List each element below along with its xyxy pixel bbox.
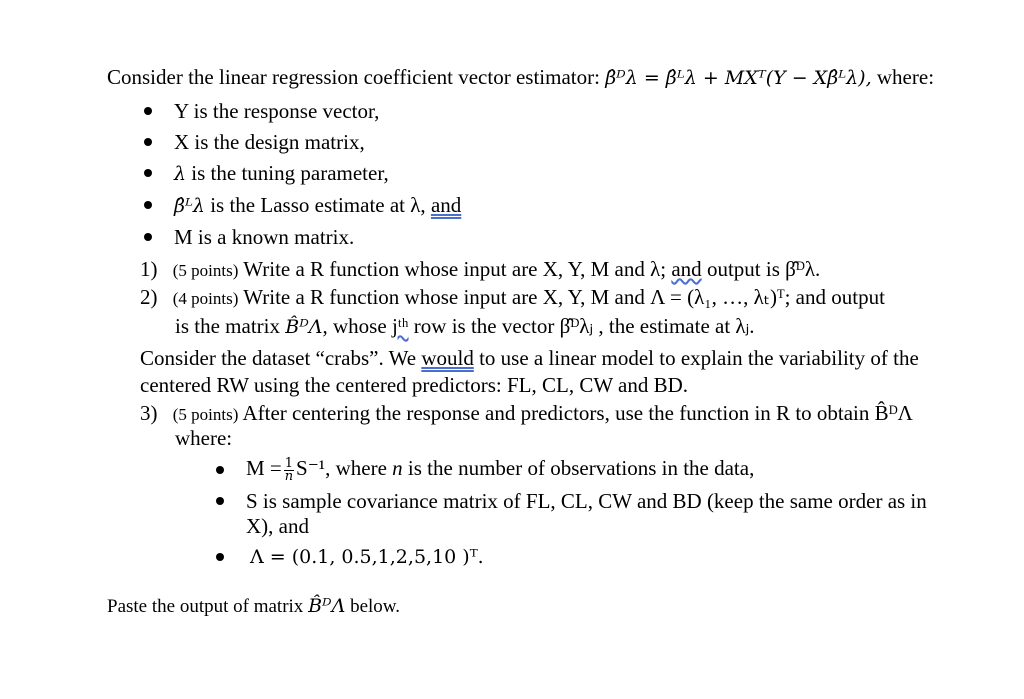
question-points: (5 points) [172, 261, 239, 280]
closing-text: below. [350, 596, 401, 617]
dataset-text: to use a linear model to explain the variability of the [479, 346, 919, 370]
m-definition [246, 456, 754, 483]
matrix-symbol: B̂ᴰΛ [285, 316, 323, 338]
bullet-icon [144, 233, 152, 241]
dataset-text: Consider the dataset “crabs”. We [140, 346, 417, 370]
dataset-line-1 [140, 346, 919, 370]
and-link[interactable]: and [430, 193, 462, 217]
question-1 [140, 257, 820, 283]
definition-item-m [174, 225, 354, 249]
question-3-where [175, 426, 232, 450]
intro-text: Consider the linear regression coefficient vector estimator: [107, 65, 600, 89]
jth-link[interactable]: jᵗʰ [391, 314, 409, 338]
fraction-denominator: n [284, 468, 294, 484]
question-text: Write a R function whose input are X, Y, M and λ; [243, 257, 667, 281]
dataset-line-2 [140, 373, 688, 397]
definition-item-x [174, 130, 365, 154]
lambda-vector-formula: Λ = (0.1, 0.5,1,2,5,10 )ᵀ. [250, 546, 484, 568]
question-tail: output is β̂ᴰλ. [706, 257, 821, 281]
m-lhs: M = [246, 456, 282, 480]
s-definition-line-2 [246, 514, 309, 538]
bullet-icon [216, 497, 224, 505]
estimator-formula: β̂ᴰλ = β̂ᴸλ + MXᵀ(Y − Xβ̂ᴸλ), [605, 67, 872, 89]
bullet-icon [144, 201, 152, 209]
lambda-symbol: λ [174, 163, 187, 185]
bullet-icon [144, 107, 152, 115]
question-points: (5 points) [172, 405, 239, 424]
definition-item-lasso [174, 193, 461, 218]
fraction-numerator: 1 [284, 455, 294, 471]
question-text: Write a R function whose input are X, Y, M and Λ = (λ₁, …, λₜ)ᵀ; and output [243, 285, 885, 309]
question-2 [140, 285, 885, 311]
matrix-symbol: B̂ᴰΛ [308, 595, 346, 617]
lasso-symbol: β̂ᴸλ [174, 195, 205, 217]
question-points: (4 points) [172, 289, 239, 308]
definition-item-lambda [174, 161, 389, 186]
definition-text: X is the design matrix, [174, 130, 365, 154]
m-tail: is the number of observations in the data, [407, 456, 755, 480]
question-where: where: [175, 426, 233, 450]
would-link[interactable]: would [421, 346, 474, 370]
m-rhs: S⁻¹, where [296, 456, 387, 480]
definition-text: is the Lasso estimate at λ, [204, 193, 426, 217]
definition-text: is the tuning parameter, [186, 161, 389, 185]
question-3 [140, 401, 913, 427]
bullet-icon [144, 169, 152, 177]
closing-text: Paste the output of matrix [107, 596, 304, 617]
s-definition [246, 489, 927, 513]
question-2-line-2 [175, 314, 755, 339]
question-text: row is the vector β̂ᴰλⱼ , the estimate at λⱼ. [413, 314, 755, 338]
closing-line [107, 594, 400, 619]
question-number: 3) [140, 401, 158, 425]
bullet-icon [216, 553, 224, 561]
dataset-text: centered RW using the centered predictors: FL, CL, CW and BD. [140, 373, 689, 397]
intro-where: where: [876, 65, 935, 89]
n-variable: n [392, 456, 403, 480]
bullet-icon [216, 466, 224, 474]
question-text: After centering the response and predictors, use the function in R to obtain B̂ᴰΛ [242, 401, 913, 425]
s-text: X), and [246, 514, 309, 538]
s-text: S is sample covariance matrix of FL, CL, CW and BD (keep the same order as in [246, 489, 927, 513]
lambda-vector [250, 544, 484, 569]
question-text: , whose [322, 314, 387, 338]
question-text: is the matrix [175, 314, 280, 338]
definition-item-y [174, 99, 379, 123]
question-number: 1) [140, 257, 158, 281]
question-number: 2) [140, 285, 158, 309]
and-link[interactable]: and [671, 257, 702, 281]
definition-text: M is a known matrix. [174, 225, 355, 249]
definition-text: Y is the response vector, [174, 99, 380, 123]
bullet-icon [144, 138, 152, 146]
intro-line [107, 65, 934, 90]
one-over-n-fraction [284, 455, 294, 484]
